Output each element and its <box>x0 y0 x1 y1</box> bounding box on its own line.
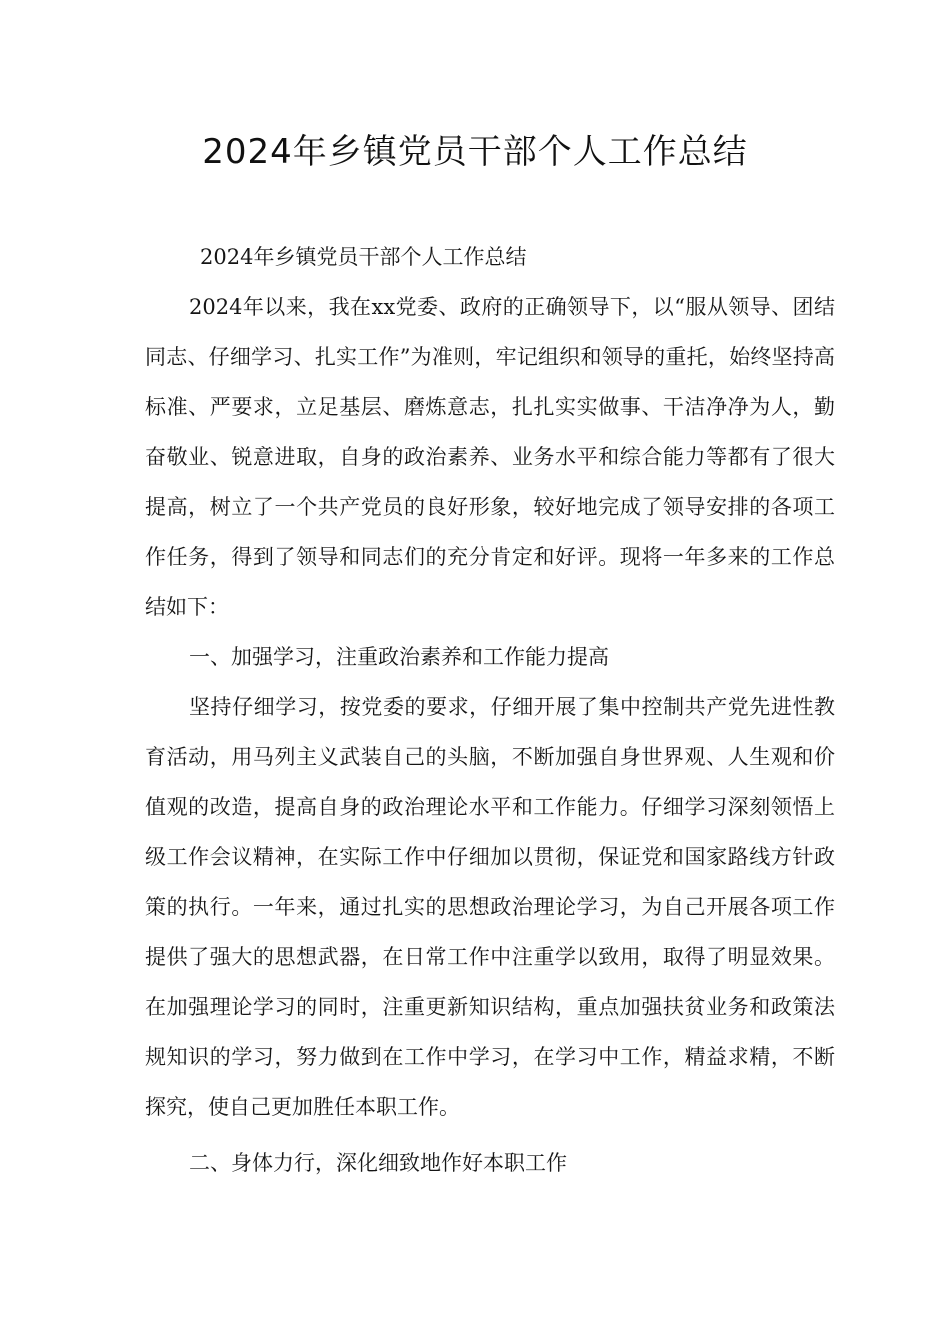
subtitle-paragraph: 2024年乡镇党员干部个人工作总结 <box>200 245 527 269</box>
section-heading-1: 一、加强学习，注重政治素养和工作能力提高 <box>189 645 609 669</box>
document-title: 2024年乡镇党员干部个人工作总结 <box>202 132 748 172</box>
document-body <box>145 232 835 1188</box>
section-1-paragraph: 坚持仔细学习，按党委的要求，仔细开展了集中控制共产党先进性教育活动，用马列主义武装自己的头脑，不断加强自身世界观、人生观和价值观的改造，提高自身的政治理论水平和工作能力。仔细学习深刻领悟上级工作会议精神，在实际工作中仔细加以贯彻，保证党和国家路线方针政策的执行。一年来，通过扎实的思想政治理论学习，为自己开展各项工作提供了强大的思想武器，在日常工作中注重学以致用，取得了明显效果。在加强理论学习的同时，注重更新知识结构，重点加强扶贫业务和政策法规知识的学习，努力做到在工作中学习，在学习中工作，精益求精，不断探究，使自己更加胜任本职工作。 <box>145 695 835 1119</box>
intro-paragraph: 2024年以来，我在xx党委、政府的正确领导下，以“服从领导、团结同志、仔细学习、扎实工作”为准则，牢记组织和领导的重托，始终坚持高标准、严要求，立足基层、磨炼意志，扎扎实实做事、干洁净净为人，勤奋敬业、锐意进取，自身的政治素养、业务水平和综合能力等都有了很大提高，树立了一个共产党员的良好形象，较好地完成了领导安排的各项工作任务，得到了领导和同志们的充分肯定和好评。现将一年多来的工作总结如下： <box>145 295 835 619</box>
section-heading-2: 二、身体力行，深化细致地作好本职工作 <box>189 1151 567 1175</box>
